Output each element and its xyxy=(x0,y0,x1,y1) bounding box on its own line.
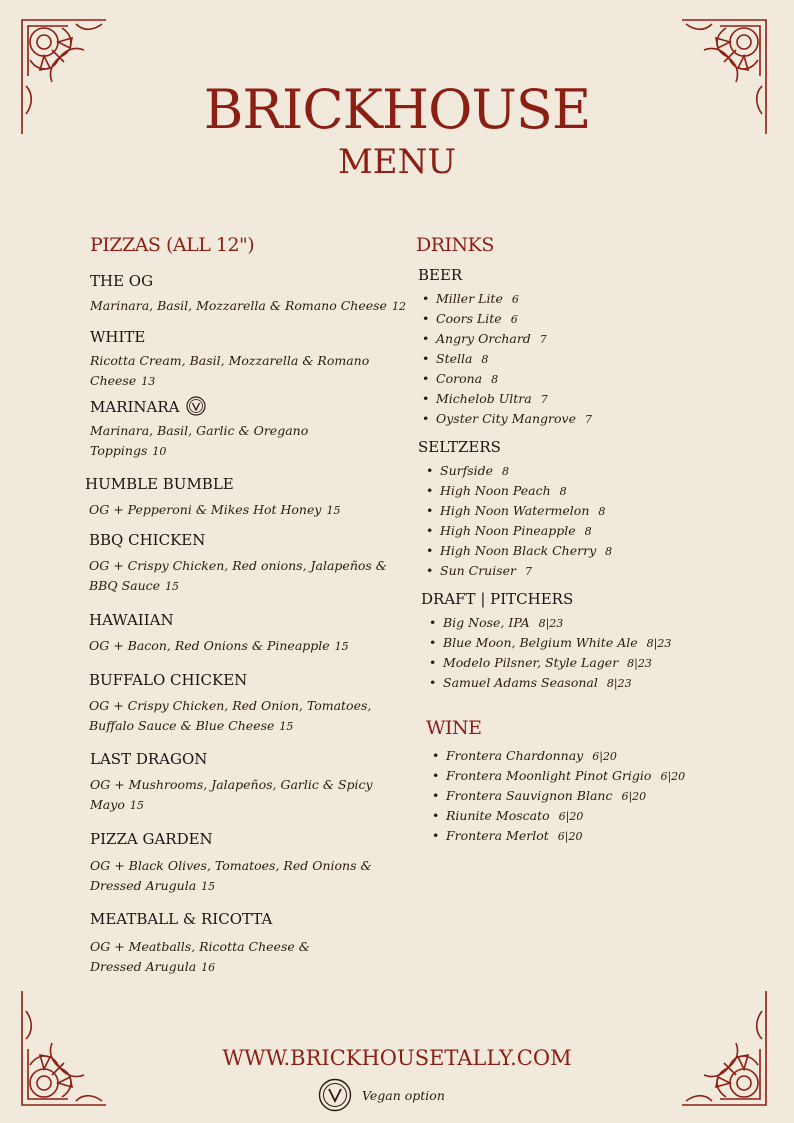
pizzas-heading: PIZZAS (ALL 12") xyxy=(90,234,255,256)
list-item: • Oyster City Mangrove 7 xyxy=(436,409,592,429)
beer-list xyxy=(420,289,592,429)
pizza-name: MARINARA xyxy=(90,396,206,416)
pizza-name: THE OG xyxy=(90,272,154,290)
pizza-name: WHITE xyxy=(90,328,146,346)
vegan-v-icon xyxy=(186,396,206,416)
pizza-description: OG + Black Olives, Tomatoes, Red Onions & Dressed Arugula 15 xyxy=(90,858,372,893)
pizza-price: 15 xyxy=(334,640,349,653)
list-item: • Frontera Sauvignon Blanc 6|20 xyxy=(446,786,685,806)
pizza-description: OG + Crispy Chicken, Red onions, Jalapeños & BBQ Sauce 15 xyxy=(89,558,387,593)
list-item: • Michelob Ultra 7 xyxy=(436,389,592,409)
pizza-name: BUFFALO CHICKEN xyxy=(89,671,248,689)
pizza-price: 13 xyxy=(141,375,156,388)
pizza-price: 15 xyxy=(279,720,294,733)
vegan-v-icon xyxy=(318,1078,352,1112)
list-item: • High Noon Watermelon 8 xyxy=(440,501,612,521)
pizza-name: HAWAIIAN xyxy=(89,611,174,629)
beer-heading: BEER xyxy=(418,266,463,284)
draft-list xyxy=(427,613,671,693)
seltzers-heading: SELTZERS xyxy=(418,438,501,456)
list-item: • Frontera Moonlight Pinot Grigio 6|20 xyxy=(446,766,685,786)
pizza-description: Ricotta Cream, Basil, Mozzarella & Romano Cheese 13 xyxy=(90,353,370,388)
pizza-description: OG + Crispy Chicken, Red Onion, Tomatoes, Buffalo Sauce & Blue Cheese 15 xyxy=(89,698,372,733)
pizza-price: 10 xyxy=(152,445,167,458)
pizza-description: OG + Mushrooms, Jalapeños, Garlic & Spicy Mayo 15 xyxy=(90,777,373,812)
pizza-description: Marinara, Basil, Garlic & Oregano Toppings 10 xyxy=(90,423,309,458)
page-title: BRICKHOUSE xyxy=(203,78,591,141)
wine-heading: WINE xyxy=(426,717,482,739)
pizza-description: OG + Meatballs, Ricotta Cheese & Dressed Arugula 16 xyxy=(90,939,310,974)
pizza-description: OG + Pepperoni & Mikes Hot Honey 15 xyxy=(89,502,341,517)
list-item: • Surfside 8 xyxy=(440,461,612,481)
pizza-price: 16 xyxy=(201,961,216,974)
pizza-price: 15 xyxy=(326,504,341,517)
list-item: • Blue Moon, Belgium White Ale 8|23 xyxy=(443,633,671,653)
list-item: • Big Nose, IPA 8|23 xyxy=(443,613,671,633)
list-item: • High Noon Black Cherry 8 xyxy=(440,541,612,561)
pizza-price: 15 xyxy=(201,880,216,893)
list-item: • Frontera Chardonnay 6|20 xyxy=(446,746,685,766)
list-item: • Angry Orchard 7 xyxy=(436,329,592,349)
pizza-description: OG + Bacon, Red Onions & Pineapple 15 xyxy=(89,638,349,653)
list-item: • Modelo Pilsner, Style Lager 8|23 xyxy=(443,653,671,673)
pizza-price: 12 xyxy=(391,300,406,313)
website-link[interactable]: WWW.BRICKHOUSETALLY.COM xyxy=(222,1046,572,1070)
page-subtitle: MENU xyxy=(337,142,457,182)
pizza-name: PIZZA GARDEN xyxy=(90,830,213,848)
list-item: • Corona 8 xyxy=(436,369,592,389)
list-item: • Riunite Moscato 6|20 xyxy=(446,806,685,826)
drinks-heading: DRINKS xyxy=(416,234,494,256)
list-item: • Sun Cruiser 7 xyxy=(440,561,612,581)
vegan-legend-label: Vegan option xyxy=(362,1087,445,1103)
list-item: • High Noon Peach 8 xyxy=(440,481,612,501)
wine-list xyxy=(430,746,685,846)
list-item: • Stella 8 xyxy=(436,349,592,369)
pizza-price: 15 xyxy=(129,799,144,812)
vegan-legend xyxy=(318,1078,445,1112)
list-item: • Miller Lite 6 xyxy=(436,289,592,309)
list-item: • Coors Lite 6 xyxy=(436,309,592,329)
pizza-name: LAST DRAGON xyxy=(90,750,208,768)
pizza-price: 15 xyxy=(165,580,180,593)
pizza-name: MEATBALL & RICOTTA xyxy=(90,910,273,928)
list-item: • High Noon Pineapple 8 xyxy=(440,521,612,541)
pizza-description: Marinara, Basil, Mozzarella & Romano Cheese 12 xyxy=(90,298,406,313)
pizza-name: HUMBLE BUMBLE xyxy=(85,475,234,493)
pizza-name: BBQ CHICKEN xyxy=(89,531,206,549)
seltzers-list xyxy=(424,461,612,581)
list-item: • Samuel Adams Seasonal 8|23 xyxy=(443,673,671,693)
list-item: • Frontera Merlot 6|20 xyxy=(446,826,685,846)
draft-heading: DRAFT | PITCHERS xyxy=(421,590,574,608)
